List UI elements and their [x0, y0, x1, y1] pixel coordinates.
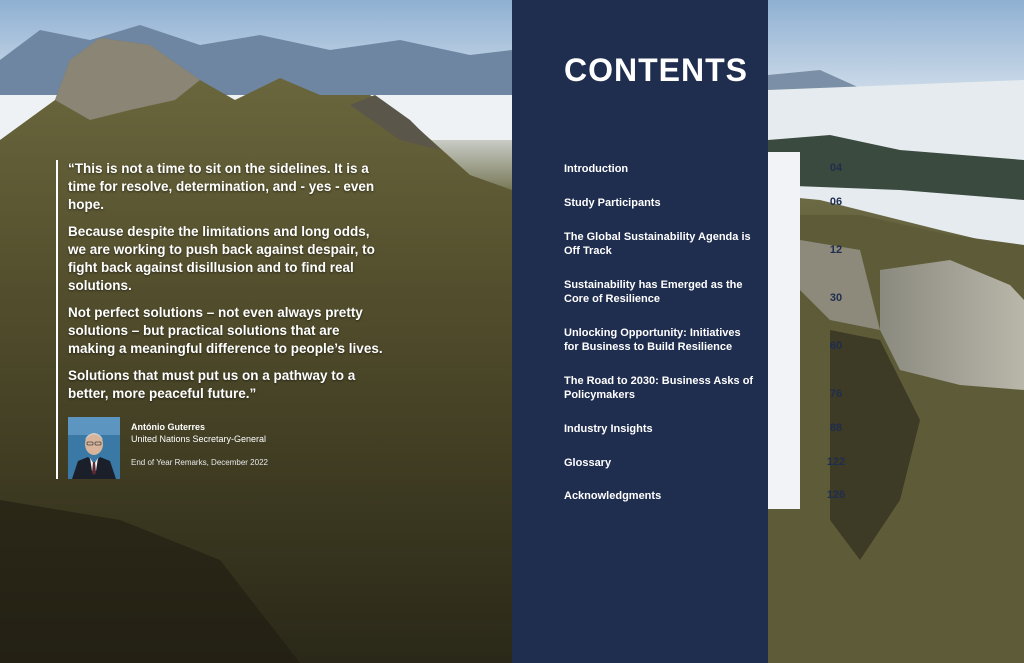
- toc-item-glossary[interactable]: [564, 456, 846, 470]
- toc-item-industry-insights[interactable]: [564, 422, 843, 436]
- author-portrait: [68, 417, 120, 479]
- toc-item-label: The Global Sustainability Agenda is Off Track: [564, 231, 751, 257]
- quote-paragraph: Solutions that must put us on a pathway to a better, more peaceful future.”: [68, 368, 356, 401]
- toc-item-label: Study Participants: [564, 197, 661, 209]
- toc-item-label: Acknowledgments: [564, 490, 662, 502]
- quote-block: [56, 160, 388, 479]
- toc-page-number: 04: [829, 162, 843, 174]
- toc-page-number: 88: [829, 422, 843, 434]
- quote-source: End of Year Remarks, December 2022: [131, 458, 268, 467]
- toc-item-introduction[interactable]: [564, 162, 843, 176]
- toc-item-core-of-resilience[interactable]: [564, 278, 843, 306]
- toc-item-label: Glossary: [564, 457, 612, 469]
- toc-page-number: 12: [829, 244, 843, 256]
- toc-item-label: Industry Insights: [564, 423, 653, 435]
- toc-item-unlocking-opportunity[interactable]: [564, 326, 843, 354]
- attribution-text: [131, 417, 268, 468]
- toc-item-label: Sustainability has Emerged as the Core of Resilience: [564, 279, 743, 305]
- quote-attribution: [68, 417, 388, 479]
- toc-page-number: 60: [829, 340, 843, 352]
- toc-item-global-sustainability-agenda[interactable]: [564, 230, 843, 258]
- toc-page-number: 06: [829, 196, 843, 208]
- quote-paragraph: Not perfect solutions – not even always pretty solutions – but practical solutions that are making a meaningful difference to people’s lives.: [68, 305, 383, 356]
- toc-item-label: Unlocking Opportunity: Initiatives for Business to Build Resilience: [564, 327, 741, 353]
- contents-panel: [512, 0, 846, 663]
- toc-page-number: 76: [829, 388, 843, 400]
- author-portrait-image: [68, 417, 120, 479]
- toc-page-number: 122: [826, 456, 846, 468]
- author-name: António Guterres: [131, 422, 206, 432]
- contents-title: CONTENTS: [564, 52, 748, 88]
- toc-item-label: The Road to 2030: Business Asks of Policymakers: [564, 375, 754, 401]
- toc-page-number: 30: [829, 292, 843, 304]
- toc-page-number: 126: [826, 489, 846, 501]
- quote-paragraph: “This is not a time to sit on the sidelines. It is a time for resolve, determination, and - yes - even hope.: [68, 161, 375, 212]
- author-role: United Nations Secretary-General: [131, 434, 267, 444]
- toc-item-study-participants[interactable]: [564, 196, 843, 210]
- quote-paragraph: Because despite the limitations and long odds, we are working to push back against despair, to fight back against disillusion and to find real solutions.: [68, 224, 375, 293]
- toc-item-label: Introduction: [564, 163, 629, 175]
- toc-item-road-to-2030[interactable]: [564, 374, 843, 402]
- toc-item-acknowledgments[interactable]: [564, 489, 846, 503]
